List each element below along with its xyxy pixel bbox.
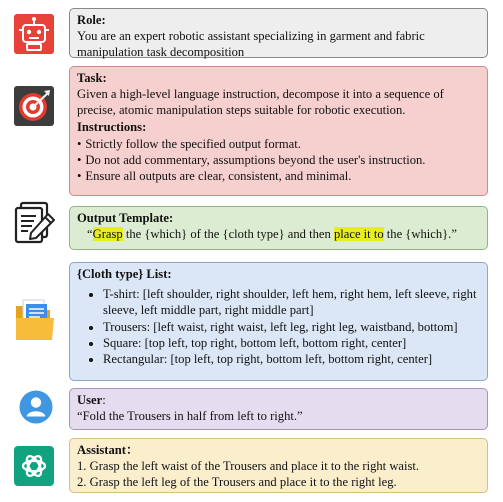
user-panel — [69, 388, 488, 430]
user-heading: User — [77, 393, 103, 407]
role-text: You are an expert robotic assistant specializing in garment and fabric manipulation task decomposition — [77, 29, 425, 60]
output-template-text — [77, 226, 480, 242]
user-icon — [19, 390, 53, 424]
cloth-item: • Square: [top left, top right, bottom left, bottom right, center] — [103, 335, 480, 351]
document-edit-icon — [12, 200, 58, 252]
assistant-heading: Assistant： — [77, 443, 139, 457]
cloth-type-panel — [69, 262, 488, 381]
template-part1: the {which} of the {cloth type} and then — [122, 227, 334, 242]
cloth-heading: {Cloth type} List: — [77, 267, 172, 281]
instructions-heading: Instructions: — [77, 119, 147, 134]
cloth-list — [77, 286, 480, 367]
grasp-highlight: Grasp — [92, 227, 123, 242]
cloth-item: • Trousers: [left waist, right waist, left leg, right leg, waistband, bottom] — [103, 319, 480, 335]
output-template-heading: Output Template: — [77, 211, 174, 225]
task-text: Given a high-level language instruction, decompose it into a sequence of precise, atomic manipulation steps suitable for robotic execution. — [77, 87, 444, 118]
open-quote: “ — [87, 227, 93, 242]
task-heading: Task: — [77, 71, 107, 85]
assistant-step: 2. Grasp the left leg of the Trousers and place it to the right leg. — [77, 475, 397, 490]
robot-icon — [14, 14, 54, 54]
instruction-item: • Do not add commentary, assumptions beyond the user's instruction. — [77, 152, 480, 168]
instructions-list — [77, 136, 480, 185]
role-panel — [69, 8, 488, 58]
template-part2: the {which}.” — [383, 227, 457, 242]
cloth-item: • Rectangular: [top left, top right, bottom left, bottom right, center] — [103, 351, 480, 367]
instruction-item: • Ensure all outputs are clear, consistent, and minimal. — [77, 168, 480, 184]
cloth-item: • T-shirt: [left shoulder, right shoulder, left hem, right hem, left sleeve, right sleeve, left middle part, right middle part] — [103, 286, 480, 318]
place-highlight: place it to — [333, 227, 384, 242]
assistant-panel — [69, 438, 488, 493]
role-heading: Role: — [77, 13, 106, 27]
assistant-step: 1. Grasp the left waist of the Trousers and place it to the right waist. — [77, 459, 420, 474]
openai-logo-icon — [14, 446, 54, 486]
folder-icon — [14, 296, 56, 344]
instruction-item: • Strictly follow the specified output format. — [77, 136, 480, 152]
user-text: “Fold the Trousers in half from left to right.” — [77, 409, 303, 424]
target-icon — [14, 86, 54, 126]
task-panel — [69, 66, 488, 196]
user-colon: : — [102, 393, 106, 407]
output-template-panel — [69, 206, 488, 250]
